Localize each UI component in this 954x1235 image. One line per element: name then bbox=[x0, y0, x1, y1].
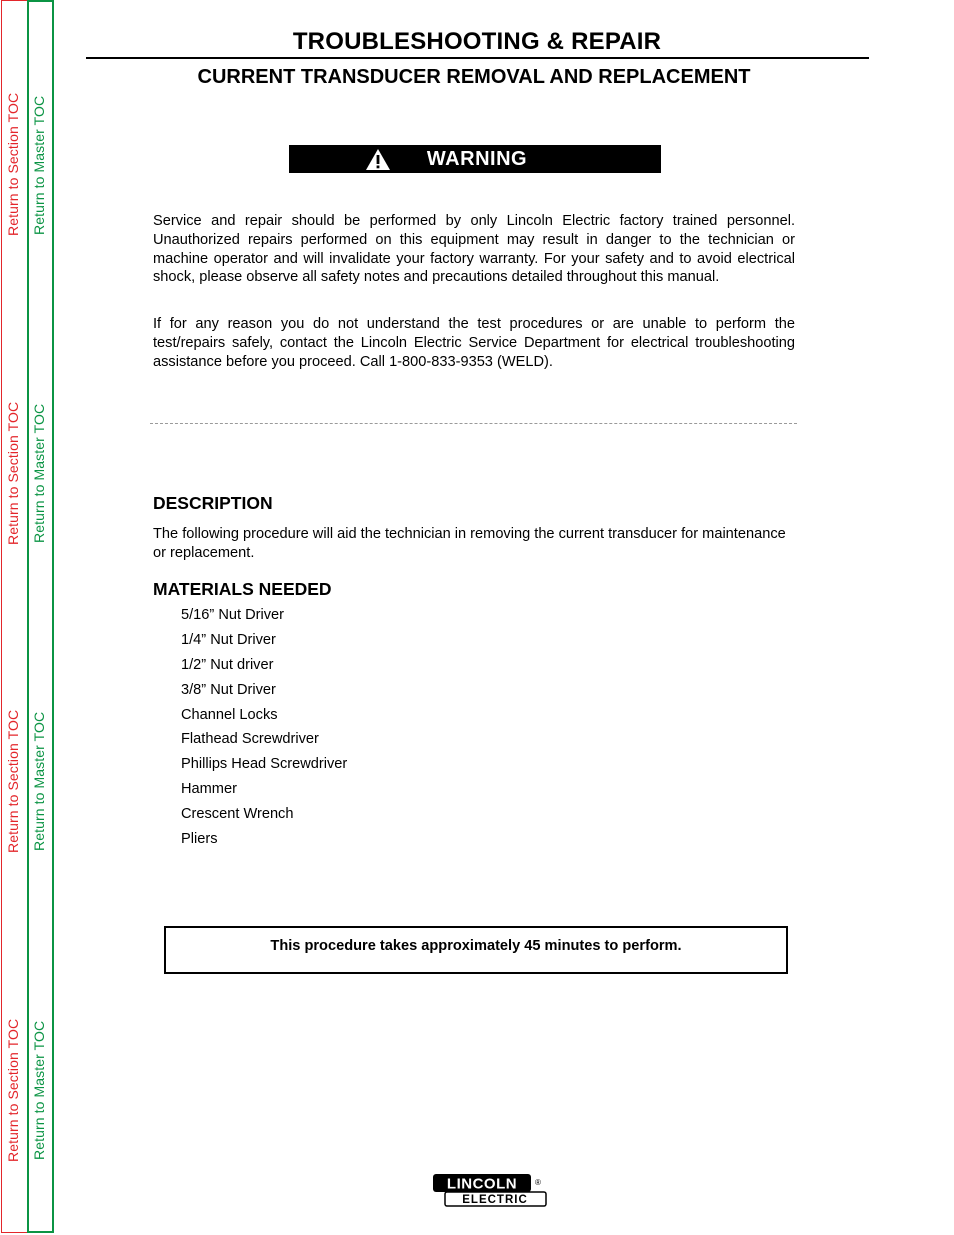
list-item: 3/8” Nut Driver bbox=[181, 681, 276, 698]
warning-banner bbox=[289, 145, 661, 173]
master-toc-link-1[interactable]: Return to Master TOC bbox=[31, 95, 47, 235]
list-item: Phillips Head Screwdriver bbox=[181, 756, 348, 773]
section-toc-link-4[interactable]: Return to Section TOC bbox=[5, 1018, 21, 1162]
logo-registered-mark: ® bbox=[535, 1178, 541, 1187]
master-toc-link-3[interactable]: Return to Master TOC bbox=[31, 711, 47, 851]
list-item: Channel Locks bbox=[181, 706, 278, 723]
warning-label: WARNING bbox=[426, 147, 528, 170]
materials-list bbox=[181, 605, 347, 854]
section-toc-link-1[interactable]: Return to Section TOC bbox=[5, 92, 21, 236]
warning-paragraph-1: Service and repair should be performed by only Lincoln Electric factory trained personnel. Unauthorized repairs performed on this equipment may result in danger to the technician or machine operator and will invalidate your factory warranty. For your safety and to avoid electrical shock, please observe all safety notes and precautions detailed throughout this manual. bbox=[153, 213, 795, 286]
title-rule bbox=[86, 57, 869, 59]
list-item: Pliers bbox=[181, 831, 218, 848]
procedure-time-note: This procedure takes approximately 45 minutes to perform. bbox=[164, 926, 788, 974]
section-toc-link-3[interactable]: Return to Section TOC bbox=[5, 709, 21, 853]
lincoln-electric-logo bbox=[432, 1172, 548, 1208]
materials-heading: MATERIALS NEEDED bbox=[153, 579, 332, 599]
master-toc-link-4[interactable]: Return to Master TOC bbox=[31, 1020, 47, 1160]
logo-line2: ELECTRIC bbox=[462, 1194, 528, 1206]
page-title: TROUBLESHOOTING & REPAIR bbox=[292, 28, 662, 55]
list-item: Crescent Wrench bbox=[181, 806, 294, 823]
list-item: 5/16” Nut Driver bbox=[181, 607, 284, 623]
list-item: 1/2” Nut driver bbox=[181, 656, 274, 673]
list-item: 1/4” Nut Driver bbox=[181, 631, 276, 648]
section-divider bbox=[150, 423, 797, 424]
list-item: Flathead Screwdriver bbox=[181, 731, 319, 748]
list-item: Hammer bbox=[181, 781, 237, 798]
description-text: The following procedure will aid the technician in removing the current transducer for maintenance or replacement. bbox=[153, 526, 786, 561]
master-toc-link-2[interactable]: Return to Master TOC bbox=[31, 403, 47, 543]
warning-paragraph-2: If for any reason you do not understand the test procedures or are unable to perform the test/repairs safely, contact the Lincoln Electric Service Department for electrical troubleshooting assistance before you proceed. Call 1-800-833-9353 (WELD). bbox=[153, 316, 795, 370]
description-heading: DESCRIPTION bbox=[153, 493, 273, 513]
logo-line1: LINCOLN bbox=[446, 1175, 518, 1193]
section-toc-link-2[interactable]: Return to Section TOC bbox=[5, 401, 21, 545]
page-subtitle: CURRENT TRANSDUCER REMOVAL AND REPLACEMENT bbox=[197, 66, 751, 88]
warning-triangle-icon bbox=[365, 148, 391, 171]
